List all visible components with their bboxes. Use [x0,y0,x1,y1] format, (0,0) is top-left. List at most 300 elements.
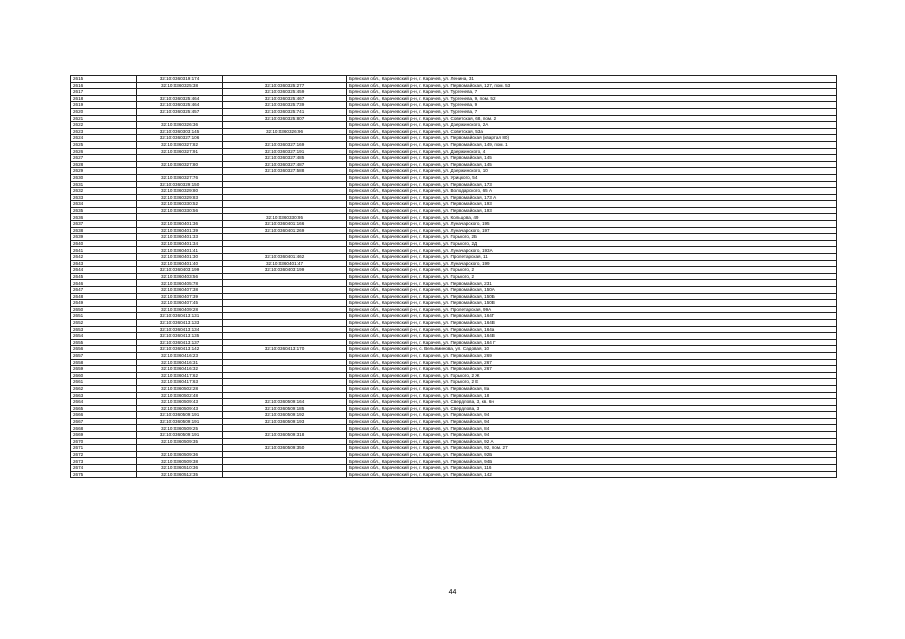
table-row [71,287,837,294]
land-cadastral-number-cell: 32:10:0360409:28 [137,306,223,313]
registry-table-body [71,76,837,478]
row-number-cell: 2669 [71,432,137,439]
table-row [71,326,837,333]
row-number-cell: 2647 [71,287,137,294]
building-cadastral-number-cell [223,352,347,359]
row-number-cell: 2616 [71,82,137,89]
building-cadastral-number-cell: 32:10:0360413:170 [223,346,347,353]
land-cadastral-number-cell: 32:10:0360401:40 [137,260,223,267]
address-cell: Брянская обл., Карачевский р-н, г. Карачев, ул. Тургенева, 7 [347,89,837,96]
building-cadastral-number-cell [223,280,347,287]
address-cell: Брянская обл., Карачевский р-н, г. Карачев, ул. Первомайская, 150В [347,300,837,307]
land-cadastral-number-cell: 32:10:0360325:464 [137,95,223,102]
table-row [71,95,837,102]
building-cadastral-number-cell [223,425,347,432]
building-cadastral-number-cell [223,372,347,379]
row-number-cell: 2659 [71,366,137,373]
table-row [71,207,837,214]
table-row [71,366,837,373]
row-number-cell: 2626 [71,148,137,155]
building-cadastral-number-cell [223,306,347,313]
row-number-cell: 2657 [71,352,137,359]
address-cell: Брянская обл., Карачевский р-н, г. Карачев, ул. Первомайская, 193 [347,207,837,214]
row-number-cell: 2650 [71,306,137,313]
table-row [71,221,837,228]
building-cadastral-number-cell [223,273,347,280]
address-cell: Брянская обл., Карачевский р-н, г. Карачев, ул. Советская, 68, пом. 2 [347,115,837,122]
land-cadastral-number-cell: 32:10:0360329:80 [137,188,223,195]
address-cell: Брянская обл., Карачевский р-н, г. Карачев, ул. Горького, 2Б [347,234,837,241]
row-number-cell: 2629 [71,168,137,175]
table-row [71,306,837,313]
building-cadastral-number-cell: 32:10:0360330:95 [223,214,347,221]
land-cadastral-number-cell: 32:10:0360327:76 [137,174,223,181]
land-cadastral-number-cell: 32:10:0360510:36 [137,465,223,472]
address-cell: Брянская обл., Карачевский р-н, г. Карачев, ул. Ленина, 31 [347,76,837,83]
building-cadastral-number-cell [223,287,347,294]
row-number-cell: 2636 [71,214,137,221]
row-number-cell: 2625 [71,141,137,148]
land-cadastral-number-cell: 32:10:0360407:45 [137,300,223,307]
row-number-cell: 2663 [71,392,137,399]
address-cell: Брянская обл., Карачевский р-н, г. Карачев, ул. Первомайская, 18 [347,392,837,399]
table-row [71,451,837,458]
address-cell: Брянская обл., Карачевский р-н, г. Карачев, ул. Первомайская, 150Б [347,293,837,300]
table-row [71,359,837,366]
land-cadastral-number-cell: 32:10:0360330:56 [137,207,223,214]
land-cadastral-number-cell: 32:10:0360509:191 [137,432,223,439]
building-cadastral-number-cell [223,451,347,458]
address-cell: Брянская обл., Карачевский р-н, г. Карачев, ул. Первомайская, 149, пом. 1 [347,141,837,148]
land-cadastral-number-cell: 32:10:0360325:464 [137,102,223,109]
land-cadastral-number-cell: 32:10:0360330:52 [137,201,223,208]
address-cell: Брянская обл., Карачевский р-н, г. Карачев, ул. Тургенева, 7 [347,108,837,115]
address-cell: Брянская обл., Карачевский р-н, г. Карачев, ул. Луначарского, 193А [347,247,837,254]
building-cadastral-number-cell [223,313,347,320]
row-number-cell: 2619 [71,102,137,109]
building-cadastral-number-cell: 32:10:0360325:741 [223,108,347,115]
row-number-cell: 2618 [71,95,137,102]
address-cell: Брянская обл., Карачевский р-н, г. Карачев, ул. Дзержинского, 2А [347,122,837,129]
row-number-cell: 2637 [71,221,137,228]
address-cell: Брянская обл., Карачевский р-н, г. Карачев, ул. Горького, 2 Ж [347,372,837,379]
table-row [71,438,837,445]
building-cadastral-number-cell [223,174,347,181]
land-cadastral-number-cell: 32:10:0360401:39 [137,227,223,234]
address-cell: Брянская обл., Карачевский р-н, г. Карачев, ул. Первомайская, 84 [347,425,837,432]
registry-table [70,75,837,478]
land-cadastral-number-cell: 32:10:0360509:191 [137,418,223,425]
row-number-cell: 2673 [71,458,137,465]
building-cadastral-number-cell [223,319,347,326]
table-row [71,122,837,129]
land-cadastral-number-cell: 32:10:0360403:199 [137,267,223,274]
building-cadastral-number-cell: 32:10:0360401:269 [223,227,347,234]
land-cadastral-number-cell: 32:10:0360416:23 [137,352,223,359]
table-row [71,108,837,115]
land-cadastral-number-cell [137,214,223,221]
land-cadastral-number-cell [137,155,223,162]
land-cadastral-number-cell: 32:10:0360502:48 [137,392,223,399]
address-cell: Брянская обл., Карачевский р-н, г. Карачев, ул. Первомайская, 94 [347,412,837,419]
table-row [71,385,837,392]
building-cadastral-number-cell: 32:10:0360327:485 [223,155,347,162]
address-cell: Брянская обл., Карачевский р-н, г. Карачев, ул. Свердлова, 3 [347,405,837,412]
land-cadastral-number-cell [137,168,223,175]
building-cadastral-number-cell [223,359,347,366]
row-number-cell: 2643 [71,260,137,267]
table-row [71,399,837,406]
land-cadastral-number-cell: 32:10:0360327:80 [137,161,223,168]
row-number-cell: 2653 [71,326,137,333]
table-row [71,128,837,135]
address-cell: Брянская обл., Карачевский р-н, г. Карачев, ул. Пролетарская, 99А [347,306,837,313]
building-cadastral-number-cell [223,201,347,208]
address-cell: Брянская обл., Карачевский р-н, г. Карачев, ул. Первомайская, 92 А [347,438,837,445]
row-number-cell: 2656 [71,346,137,353]
address-cell: Брянская обл., Карачевский р-н, г. Карачев, ул. Первомайская, 267 [347,359,837,366]
address-cell: Брянская обл., Карачевский р-н, г. Карачев, ул. Первомайская, 92, пом. 27 [347,445,837,452]
address-cell: Брянская обл., Карачевский р-н, г. Карачев, ул. Первомайская, 142 [347,471,837,478]
address-cell: Брянская обл., Карачевский р-н, г. Карачев, ул. Советская, 53а [347,128,837,135]
address-cell: Брянская обл., Карачевский р-н, г. Карачев, ул. Луначарского, 199 [347,260,837,267]
address-cell: Брянская обл., Карачевский р-н, г. Карачев, ул. Луначарского, 195 [347,221,837,228]
land-cadastral-number-cell: 32:10:0360512:35 [137,471,223,478]
address-cell: Брянская обл., Карачевский р-н, г. Карачев, ул. Первомайская, 173 А [347,194,837,201]
building-cadastral-number-cell: 32:10:0360509:185 [223,405,347,412]
land-cadastral-number-cell: 32:10:0360401:30 [137,254,223,261]
row-number-cell: 2645 [71,273,137,280]
building-cadastral-number-cell [223,465,347,472]
table-row [71,227,837,234]
building-cadastral-number-cell: 32:10:0360509:350 [223,445,347,452]
table-row [71,161,837,168]
land-cadastral-number-cell: 32:10:0360502:28 [137,385,223,392]
row-number-cell: 2665 [71,405,137,412]
table-row [71,135,837,142]
land-cadastral-number-cell: 32:10:0360509:43 [137,405,223,412]
row-number-cell: 2672 [71,451,137,458]
land-cadastral-number-cell: 32:10:0360401:41 [137,247,223,254]
land-cadastral-number-cell: 32:10:0360401:36 [137,221,223,228]
table-row [71,247,837,254]
building-cadastral-number-cell [223,458,347,465]
table-row [71,234,837,241]
row-number-cell: 2675 [71,471,137,478]
building-cadastral-number-cell [223,392,347,399]
address-cell: Брянская обл., Карачевский р-н, г. Карачев, ул. Дзержинского, 10 [347,168,837,175]
row-number-cell: 2628 [71,161,137,168]
table-row [71,333,837,340]
address-cell: Брянская обл., Карачевский р-н, г. Карачев, ул. Тургенева, 9, пом. 52 [347,95,837,102]
land-cadastral-number-cell [137,115,223,122]
row-number-cell: 2649 [71,300,137,307]
row-number-cell: 2641 [71,247,137,254]
land-cadastral-number-cell: 32:10:0360509:36 [137,451,223,458]
address-cell: Брянская обл., Карачевский р-н, г. Карачев, ул. Первомайская, 164а [347,326,837,333]
table-row [71,280,837,287]
address-cell: Брянская обл., Карачевский р-н, г. Карачев, ул. Горького, 2 [347,273,837,280]
land-cadastral-number-cell: 32:10:0360417:62 [137,372,223,379]
table-row [71,465,837,472]
row-number-cell: 2633 [71,194,137,201]
building-cadastral-number-cell [223,188,347,195]
row-number-cell: 2617 [71,89,137,96]
address-cell: Брянская обл., Карачевский р-н, г. Карачев, ул. Первомайская, 94 [347,432,837,439]
building-cadastral-number-cell: 32:10:0360401:166 [223,221,347,228]
row-number-cell: 2624 [71,135,137,142]
land-cadastral-number-cell: 32:10:0360416:32 [137,366,223,373]
address-cell: Брянская обл., Карачевский р-н, г. Карачев, ул. Первомайская, 145 [347,155,837,162]
address-cell: Брянская обл., Карачевский р-н, г. Карачев, ул. Горького, 2 Е [347,379,837,386]
land-cadastral-number-cell: 32:10:0360325:38 [137,82,223,89]
row-number-cell: 2667 [71,418,137,425]
land-cadastral-number-cell: 32:10:0360405:78 [137,280,223,287]
address-cell: Брянская обл., Карачевский р-н, г. Карачев, ул. Первомайская, 164В [347,333,837,340]
land-cadastral-number-cell: 32:10:0360413:131 [137,313,223,320]
row-number-cell: 2654 [71,333,137,340]
row-number-cell: 2639 [71,234,137,241]
address-cell: Брянская обл., Карачевский р-н, г. Карачев, ул. Первомайская, 145 [347,161,837,168]
address-cell: Брянская обл., Карачевский р-н, г. Карачев, ул. Первомайская, 164Г [347,313,837,320]
table-row [71,214,837,221]
building-cadastral-number-cell: 32:10:0360509:318 [223,432,347,439]
row-number-cell: 2623 [71,128,137,135]
row-number-cell: 2666 [71,412,137,419]
address-cell: Брянская обл., Карачевский р-н, г. Карачев, ул. Первомайская, 173 [347,181,837,188]
address-cell: Брянская обл., Карачевский р-н, г. Карачев, ул. Первомайская, 267 [347,366,837,373]
address-cell: Брянская обл., Карачевский р-н, г. Карачев, ул. Кольцова, 49 [347,214,837,221]
address-cell: Брянская обл., Карачевский р-н, г. Карачев, ул. Тургенева, 9 [347,102,837,109]
address-cell: Брянская обл., Карачевский р-н, г. Карачев, ул. Урицкого, 54 [347,174,837,181]
table-row [71,471,837,478]
table-row [71,319,837,326]
land-cadastral-number-cell: 32:10:0360327:106 [137,135,223,142]
building-cadastral-number-cell [223,207,347,214]
building-cadastral-number-cell: 32:10:0360325:277 [223,82,347,89]
table-row [71,174,837,181]
building-cadastral-number-cell: 32:10:0360327:169 [223,141,347,148]
row-number-cell: 2634 [71,201,137,208]
building-cadastral-number-cell: 32:10:0360325:459 [223,89,347,96]
row-number-cell: 2655 [71,339,137,346]
building-cadastral-number-cell [223,234,347,241]
land-cadastral-number-cell: 32:10:0360327:91 [137,148,223,155]
land-cadastral-number-cell: 32:10:0360326:36 [137,122,223,129]
address-cell: Брянская обл., Карачевский р-н, г. Карачев, ул. Первомайская (квартал 80) [347,135,837,142]
land-cadastral-number-cell: 32:10:0360509:38 [137,458,223,465]
building-cadastral-number-cell: 32:10:0360327:191 [223,148,347,155]
building-cadastral-number-cell: 32:10:0360325:807 [223,115,347,122]
table-row [71,181,837,188]
building-cadastral-number-cell: 32:10:0360325:467 [223,95,347,102]
table-row [71,194,837,201]
building-cadastral-number-cell [223,379,347,386]
table-row [71,425,837,432]
row-number-cell: 2635 [71,207,137,214]
table-row [71,458,837,465]
address-cell: Брянская обл., Карачевский р-н, г. Карачев, ул. Первомайская, 193 [347,201,837,208]
row-number-cell: 2668 [71,425,137,432]
address-cell: Брянская обл., Карачевский р-н, г. Карачев, ул. Первомайская, 164 Г [347,339,837,346]
row-number-cell: 2658 [71,359,137,366]
address-cell: Брянская обл., Карачевский р-н, г. Карачев, ул. Первомайская, 92Б [347,451,837,458]
building-cadastral-number-cell [223,339,347,346]
land-cadastral-number-cell: 32:10:0360329:83 [137,194,223,201]
table-row [71,115,837,122]
building-cadastral-number-cell [223,300,347,307]
row-number-cell: 2642 [71,254,137,261]
land-cadastral-number-cell: 32:10:0360509:43 [137,399,223,406]
land-cadastral-number-cell: 32:10:0360401:33 [137,234,223,241]
row-number-cell: 2632 [71,188,137,195]
table-row [71,405,837,412]
land-cadastral-number-cell: 32:10:0360401:34 [137,240,223,247]
building-cadastral-number-cell [223,293,347,300]
row-number-cell: 2664 [71,399,137,406]
table-row [71,432,837,439]
building-cadastral-number-cell [223,181,347,188]
land-cadastral-number-cell: 32:10:0360407:38 [137,287,223,294]
land-cadastral-number-cell: 32:10:0360416:31 [137,359,223,366]
building-cadastral-number-cell [223,326,347,333]
address-cell: Брянская обл., Карачевский р-н, г. Карачев, ул. Первомайская, 269 [347,352,837,359]
land-cadastral-number-cell [137,445,223,452]
row-number-cell: 2621 [71,115,137,122]
land-cadastral-number-cell: 32:10:0360413:135 [137,333,223,340]
address-cell: Брянская обл., Карачевский р-н, г. Карачев, ул. Первомайская, 8а [347,385,837,392]
table-row [71,102,837,109]
building-cadastral-number-cell: 32:10:0360325:739 [223,102,347,109]
row-number-cell: 2638 [71,227,137,234]
row-number-cell: 2644 [71,267,137,274]
row-number-cell: 2671 [71,445,137,452]
address-cell: Брянская обл., Карачевский р-н, г. Карачев, ул. Горького, 2 [347,267,837,274]
table-row [71,313,837,320]
row-number-cell: 2620 [71,108,137,115]
table-row [71,418,837,425]
building-cadastral-number-cell [223,438,347,445]
building-cadastral-number-cell [223,385,347,392]
address-cell: Брянская обл., Карачевский р-н, г. Карачев, ул. Первомайская, 150А [347,287,837,294]
building-cadastral-number-cell: 32:10:0360401:462 [223,254,347,261]
land-cadastral-number-cell: 32:10:0360413:134 [137,326,223,333]
building-cadastral-number-cell [223,471,347,478]
table-row [71,201,837,208]
row-number-cell: 2651 [71,313,137,320]
building-cadastral-number-cell [223,247,347,254]
address-cell: Брянская обл., Карачевский р-н, г. Карачев, ул. Первомайская, 231 [347,280,837,287]
table-row [71,76,837,83]
table-row [71,254,837,261]
address-cell: Брянская обл., Карачевский р-н, г. Карачев, ул. Первомайская, 94 [347,418,837,425]
table-row [71,346,837,353]
building-cadastral-number-cell: 32:10:0360327:487 [223,161,347,168]
address-cell: Брянская обл., Карачевский р-н, г. Карачев, ул. Первомайская, 116 [347,465,837,472]
table-row [71,412,837,419]
address-cell: Брянская обл., Карачевский р-н, г. Карачев, ул. Горького, 2Д [347,240,837,247]
table-row [71,392,837,399]
table-row [71,168,837,175]
land-cadastral-number-cell: 32:10:0360329:150 [137,181,223,188]
table-row [71,267,837,274]
building-cadastral-number-cell: 32:10:0360401:47 [223,260,347,267]
address-cell: Брянская обл., Карачевский р-н, г. Карачев, ул. Луначарского, 197 [347,227,837,234]
table-row [71,155,837,162]
land-cadastral-number-cell: 32:10:0360325:457 [137,108,223,115]
land-cadastral-number-cell: 32:10:0360407:39 [137,293,223,300]
land-cadastral-number-cell [137,89,223,96]
table-row [71,89,837,96]
building-cadastral-number-cell [223,122,347,129]
building-cadastral-number-cell [223,366,347,373]
table-row [71,352,837,359]
address-cell: Брянская обл., Карачевский р-н, г. Карачев, ул. Свердлова, 3, кв. 6н [347,399,837,406]
building-cadastral-number-cell: 32:10:0360326:96 [223,128,347,135]
table-row [71,445,837,452]
land-cadastral-number-cell: 32:10:0360403:56 [137,273,223,280]
table-row [71,300,837,307]
row-number-cell: 2630 [71,174,137,181]
land-cadastral-number-cell: 32:10:0360413:133 [137,319,223,326]
row-number-cell: 2648 [71,293,137,300]
building-cadastral-number-cell: 32:10:0360509:164 [223,399,347,406]
table-row [71,372,837,379]
address-cell: Брянская обл., Карачевский р-н, г. Карачев, ул. Дзержинского, 4 [347,148,837,155]
building-cadastral-number-cell: 32:10:0360403:199 [223,267,347,274]
table-row [71,339,837,346]
row-number-cell: 2646 [71,280,137,287]
land-cadastral-number-cell: 32:10:0360417:63 [137,379,223,386]
land-cadastral-number-cell: 32:10:0360303:145 [137,128,223,135]
land-cadastral-number-cell: 32:10:0360413:137 [137,339,223,346]
table-row [71,188,837,195]
building-cadastral-number-cell: 32:10:0360327:588 [223,168,347,175]
address-cell: Брянская обл., Карачевский р-н, г. Карачев, ул. Первомайская, 127, пом. 53 [347,82,837,89]
land-cadastral-number-cell: 32:10:0360509:191 [137,412,223,419]
row-number-cell: 2622 [71,122,137,129]
table-row [71,148,837,155]
address-cell: Брянская обл., Карачевский р-н, г. Карачев, ул. Первомайская, 94Б [347,458,837,465]
table-row [71,141,837,148]
land-cadastral-number-cell: 32:10:0360509:35 [137,438,223,445]
row-number-cell: 2615 [71,76,137,83]
row-number-cell: 2640 [71,240,137,247]
row-number-cell: 2670 [71,438,137,445]
building-cadastral-number-cell: 32:10:0360509:193 [223,418,347,425]
row-number-cell: 2674 [71,465,137,472]
address-cell: Брянская обл., Карачевский р-н, с. Вельяминова, ул. Садовая, 10 [347,346,837,353]
land-cadastral-number-cell: 32:10:0360509:25 [137,425,223,432]
table-row [71,379,837,386]
table-row [71,260,837,267]
building-cadastral-number-cell [223,240,347,247]
row-number-cell: 2662 [71,385,137,392]
land-cadastral-number-cell: 32:10:0360319:174 [137,76,223,83]
table-row [71,82,837,89]
land-cadastral-number-cell: 32:10:0360327:82 [137,141,223,148]
row-number-cell: 2631 [71,181,137,188]
table-row [71,273,837,280]
address-cell: Брянская обл., Карачевский р-н, г. Карачев, ул. Первомайская, 164В [347,319,837,326]
building-cadastral-number-cell [223,76,347,83]
building-cadastral-number-cell [223,194,347,201]
address-cell: Брянская обл., Карачевский р-н, г. Карачев, ул. Володарского, 65 А [347,188,837,195]
row-number-cell: 2660 [71,372,137,379]
row-number-cell: 2661 [71,379,137,386]
land-cadastral-number-cell: 32:10:0360413:142 [137,346,223,353]
building-cadastral-number-cell: 32:10:0360509:192 [223,412,347,419]
